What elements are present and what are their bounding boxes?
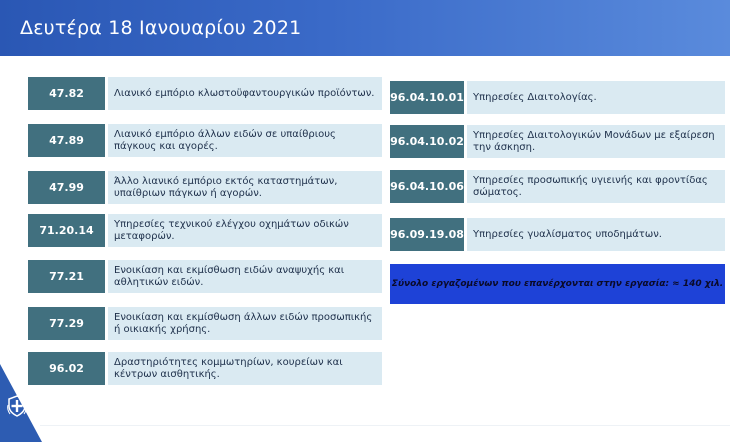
page-title: Δευτέρα 18 Ιανουαρίου 2021 <box>20 17 302 39</box>
description-cell: Λιανικό εμπόριο κλωστοϋφαντουργικών προϊόντων. <box>108 77 382 110</box>
description-cell: Ενοικίαση και εκμίσθωση ειδών αναψυχής και αθλητικών ειδών. <box>108 260 382 293</box>
description-cell: Υπηρεσίες Διαιτολογικών Μονάδων με εξαίρεση την άσκηση. <box>467 125 725 158</box>
greek-coat-of-arms-icon <box>5 394 29 418</box>
code-cell: 96.04.10.01 <box>390 81 464 114</box>
description-cell: Υπηρεσίες Διαιτολογίας. <box>467 81 725 114</box>
summary-banner: Σύνολο εργαζομένων που επανέρχονται στην εργασία: ≈ 140 χιλ. <box>390 264 725 304</box>
code-cell: 96.04.10.02 <box>390 125 464 158</box>
code-cell: 77.29 <box>28 307 105 340</box>
description-cell: Υπηρεσίες γυαλίσματος υποδημάτων. <box>467 218 725 251</box>
code-cell: 96.04.10.06 <box>390 170 464 203</box>
description-cell: Ενοικίαση και εκμίσθωση άλλων ειδών προσωπικής ή οικιακής χρήσης. <box>108 307 382 340</box>
header-bar <box>0 0 730 56</box>
code-cell: 71.20.14 <box>28 214 105 247</box>
description-cell: Δραστηριότητες κομμωτηρίων, κουρείων και κέντρων αισθητικής. <box>108 352 382 385</box>
description-cell: Υπηρεσίες τεχνικού ελέγχου οχημάτων οδικών μεταφορών. <box>108 214 382 247</box>
code-cell: 47.82 <box>28 77 105 110</box>
code-cell: 96.09.19.08 <box>390 218 464 251</box>
description-cell: Λιανικό εμπόριο άλλων ειδών σε υπαίθριους πάγκους και αγορές. <box>108 124 382 157</box>
description-cell: Υπηρεσίες προσωπικής υγιεινής και φροντίδας σώματος. <box>467 170 725 203</box>
bottom-divider <box>40 425 730 426</box>
code-cell: 47.89 <box>28 124 105 157</box>
code-cell: 77.21 <box>28 260 105 293</box>
code-cell: 96.02 <box>28 352 105 385</box>
code-cell: 47.99 <box>28 171 105 204</box>
description-cell: Άλλο λιανικό εμπόριο εκτός καταστημάτων, υπαίθριων πάγκων ή αγορών. <box>108 171 382 204</box>
